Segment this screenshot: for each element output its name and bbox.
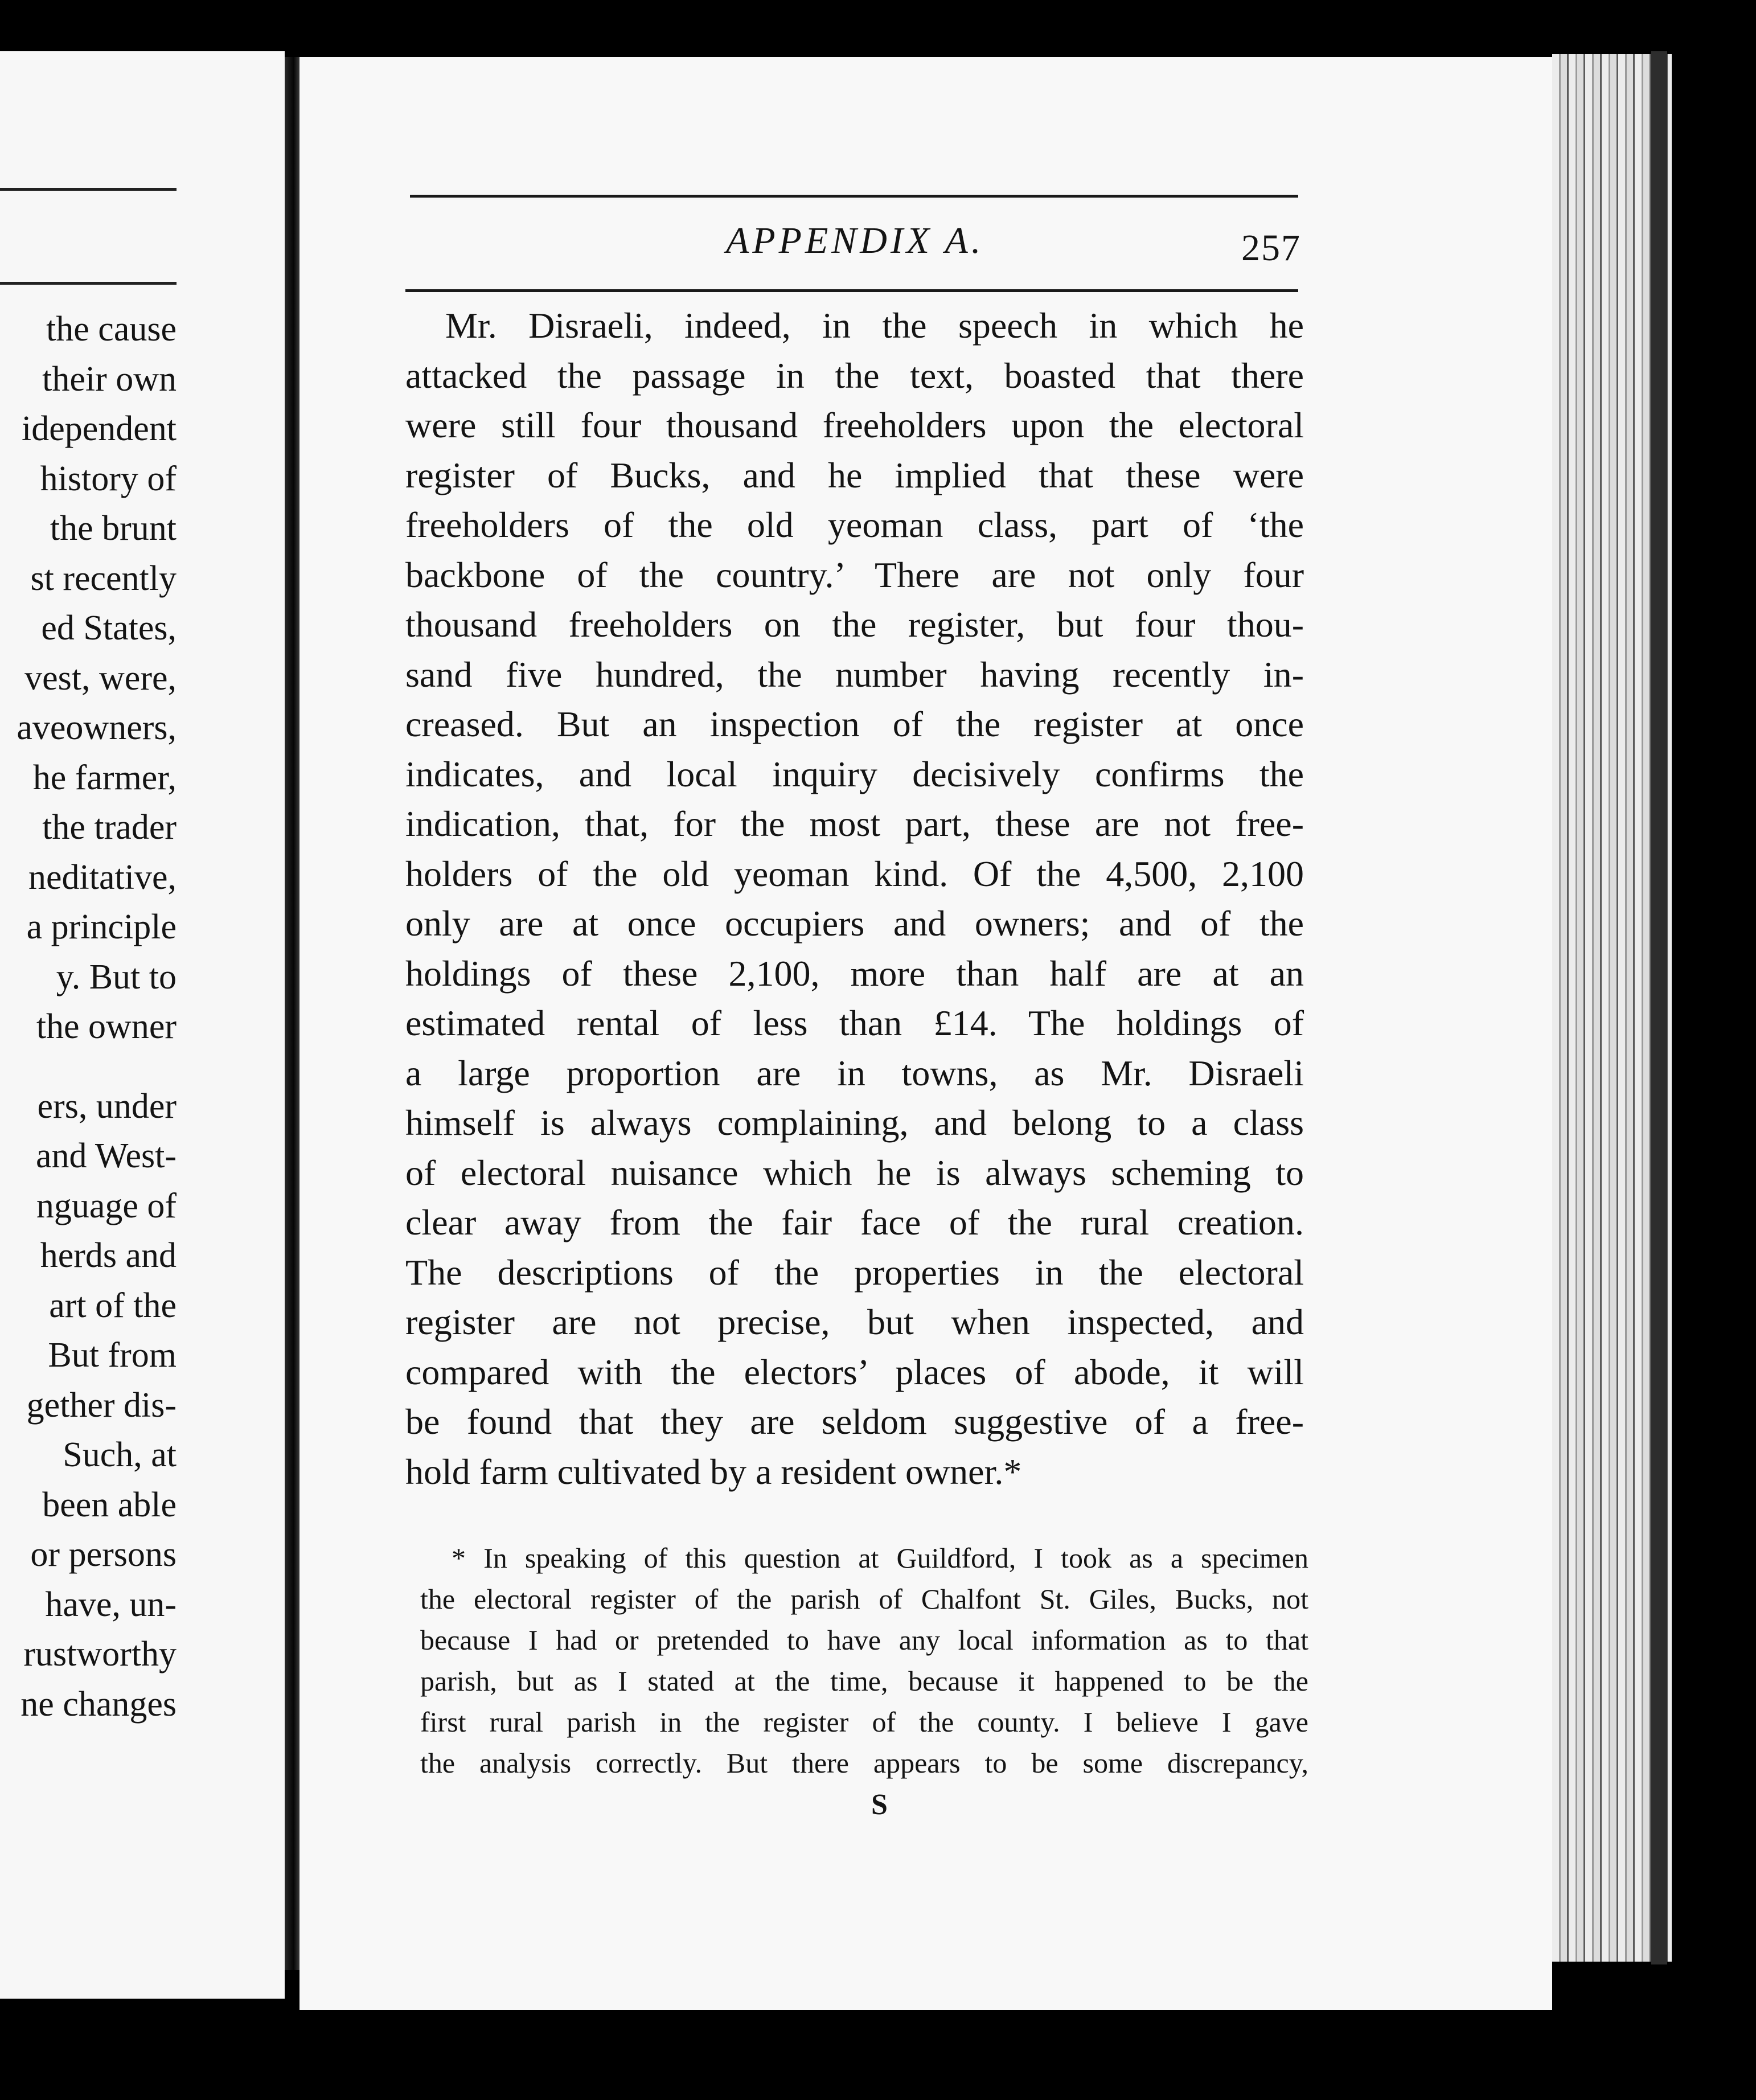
text-line: and West- bbox=[36, 1137, 177, 1175]
text-line: he farmer, bbox=[32, 758, 177, 797]
text-line: indication, that, for the most part, these are not free- bbox=[405, 803, 1304, 844]
text-line: ne changes bbox=[20, 1684, 177, 1724]
header-rule-bottom bbox=[405, 289, 1298, 292]
text-line: attacked the passage in the text, boasted that there bbox=[405, 355, 1304, 396]
paragraph-gap bbox=[0, 1052, 177, 1082]
page-number: 257 bbox=[1241, 227, 1301, 269]
text-line: holders of the old yeoman kind. Of the 4,500, 2,100 bbox=[405, 853, 1304, 894]
text-line: freeholders of the old yeoman class, part of ‘the bbox=[405, 505, 1304, 545]
text-line: history of bbox=[40, 459, 177, 498]
text-line: backbone of the country.’ There are not only four bbox=[405, 554, 1304, 595]
footnote-line: parish, but as I stated at the time, because it happened to be the bbox=[420, 1665, 1308, 1697]
text-line: vest, were, bbox=[24, 658, 177, 698]
text-line: or persons bbox=[30, 1535, 177, 1574]
text-line: register are not precise, but when inspected, and bbox=[405, 1302, 1304, 1342]
text-line: be found that they are seldom suggestive of a free- bbox=[405, 1401, 1304, 1442]
text-line: y. But to bbox=[56, 957, 177, 996]
text-line: were still four thousand freeholders upon the electoral bbox=[405, 405, 1304, 445]
text-line: the trader bbox=[42, 808, 177, 847]
text-line: neditative, bbox=[28, 858, 177, 897]
text-line: a large proportion are in towns, as Mr. Disraeli bbox=[405, 1052, 1304, 1093]
text-line: thousand freeholders on the register, but four thou- bbox=[405, 604, 1304, 645]
text-line: only are at once occupiers and owners; and of the bbox=[405, 903, 1304, 944]
text-line: Such, at bbox=[63, 1435, 177, 1474]
text-line: estimated rental of less than £14. The holdings of bbox=[405, 1003, 1304, 1043]
text-line: The descriptions of the properties in the electoral bbox=[405, 1252, 1304, 1293]
previous-page-text bbox=[0, 305, 177, 1729]
footnote-line: because I had or pretended to have any local information as to that bbox=[420, 1624, 1308, 1656]
header-rule-top bbox=[410, 195, 1298, 198]
text-line: Mr. Disraeli, indeed, in the speech in which he bbox=[445, 305, 1304, 346]
text-line: their own bbox=[42, 359, 177, 399]
text-line: art of the bbox=[49, 1286, 177, 1325]
footnote-line: the analysis correctly. But there appears to be some discrepancy, bbox=[420, 1747, 1308, 1779]
text-line: compared with the electors’ places of abode, it will bbox=[405, 1351, 1304, 1392]
book-gutter bbox=[285, 57, 299, 1970]
text-line: sand five hundred, the number having recently in- bbox=[405, 654, 1304, 695]
text-line: idependent bbox=[21, 409, 177, 448]
text-line: herds and bbox=[40, 1236, 177, 1275]
text-line: have, un- bbox=[45, 1585, 177, 1624]
signature-mark: S bbox=[871, 1789, 888, 1821]
text-line: nguage of bbox=[36, 1186, 177, 1225]
book-cover-edge bbox=[1651, 51, 1667, 1964]
footnote-line: first rural parish in the register of the county. I believe I gave bbox=[420, 1706, 1308, 1738]
text-line: But from bbox=[48, 1336, 177, 1375]
footnote-line: * In speaking of this question at Guildford, I took as a specimen bbox=[452, 1542, 1308, 1574]
text-line: holdings of these 2,100, more than half are at an bbox=[405, 953, 1304, 994]
text-line: the owner bbox=[36, 1007, 177, 1046]
previous-page-header-rule-lower bbox=[0, 282, 177, 285]
text-line: indicates, and local inquiry decisively confirms the bbox=[405, 753, 1304, 794]
text-line: aveowners, bbox=[17, 708, 177, 747]
text-line: ed States, bbox=[41, 609, 177, 647]
text-line: register of Bucks, and he implied that these were bbox=[405, 454, 1304, 495]
text-line: creased. But an inspection of the register at once bbox=[405, 704, 1304, 744]
footnote bbox=[420, 1537, 1308, 1783]
text-line: rustworthy bbox=[23, 1635, 177, 1674]
text-line: ers, under bbox=[37, 1086, 177, 1126]
text-line: been able bbox=[42, 1485, 177, 1524]
text-line: of electoral nuisance which he is always scheming to bbox=[405, 1152, 1304, 1193]
text-line: st recently bbox=[30, 559, 177, 598]
previous-page bbox=[0, 51, 285, 1999]
previous-page-header-rule bbox=[0, 188, 177, 191]
text-line: the brunt bbox=[50, 509, 177, 548]
text-line: a principle bbox=[26, 908, 177, 946]
text-line: the cause bbox=[46, 310, 177, 348]
text-line: clear away from the fair face of the rural creation. bbox=[405, 1202, 1304, 1242]
text-line: hold farm cultivated by a resident owner.* bbox=[405, 1451, 1022, 1492]
text-line: himself is always complaining, and belong to a class bbox=[405, 1102, 1304, 1143]
main-paragraph bbox=[405, 301, 1304, 1496]
footnote-line: the electoral register of the parish of Chalfont St. Giles, Bucks, not bbox=[420, 1583, 1308, 1615]
text-line: gether dis- bbox=[26, 1385, 177, 1425]
running-head: APPENDIX A. bbox=[726, 220, 984, 261]
